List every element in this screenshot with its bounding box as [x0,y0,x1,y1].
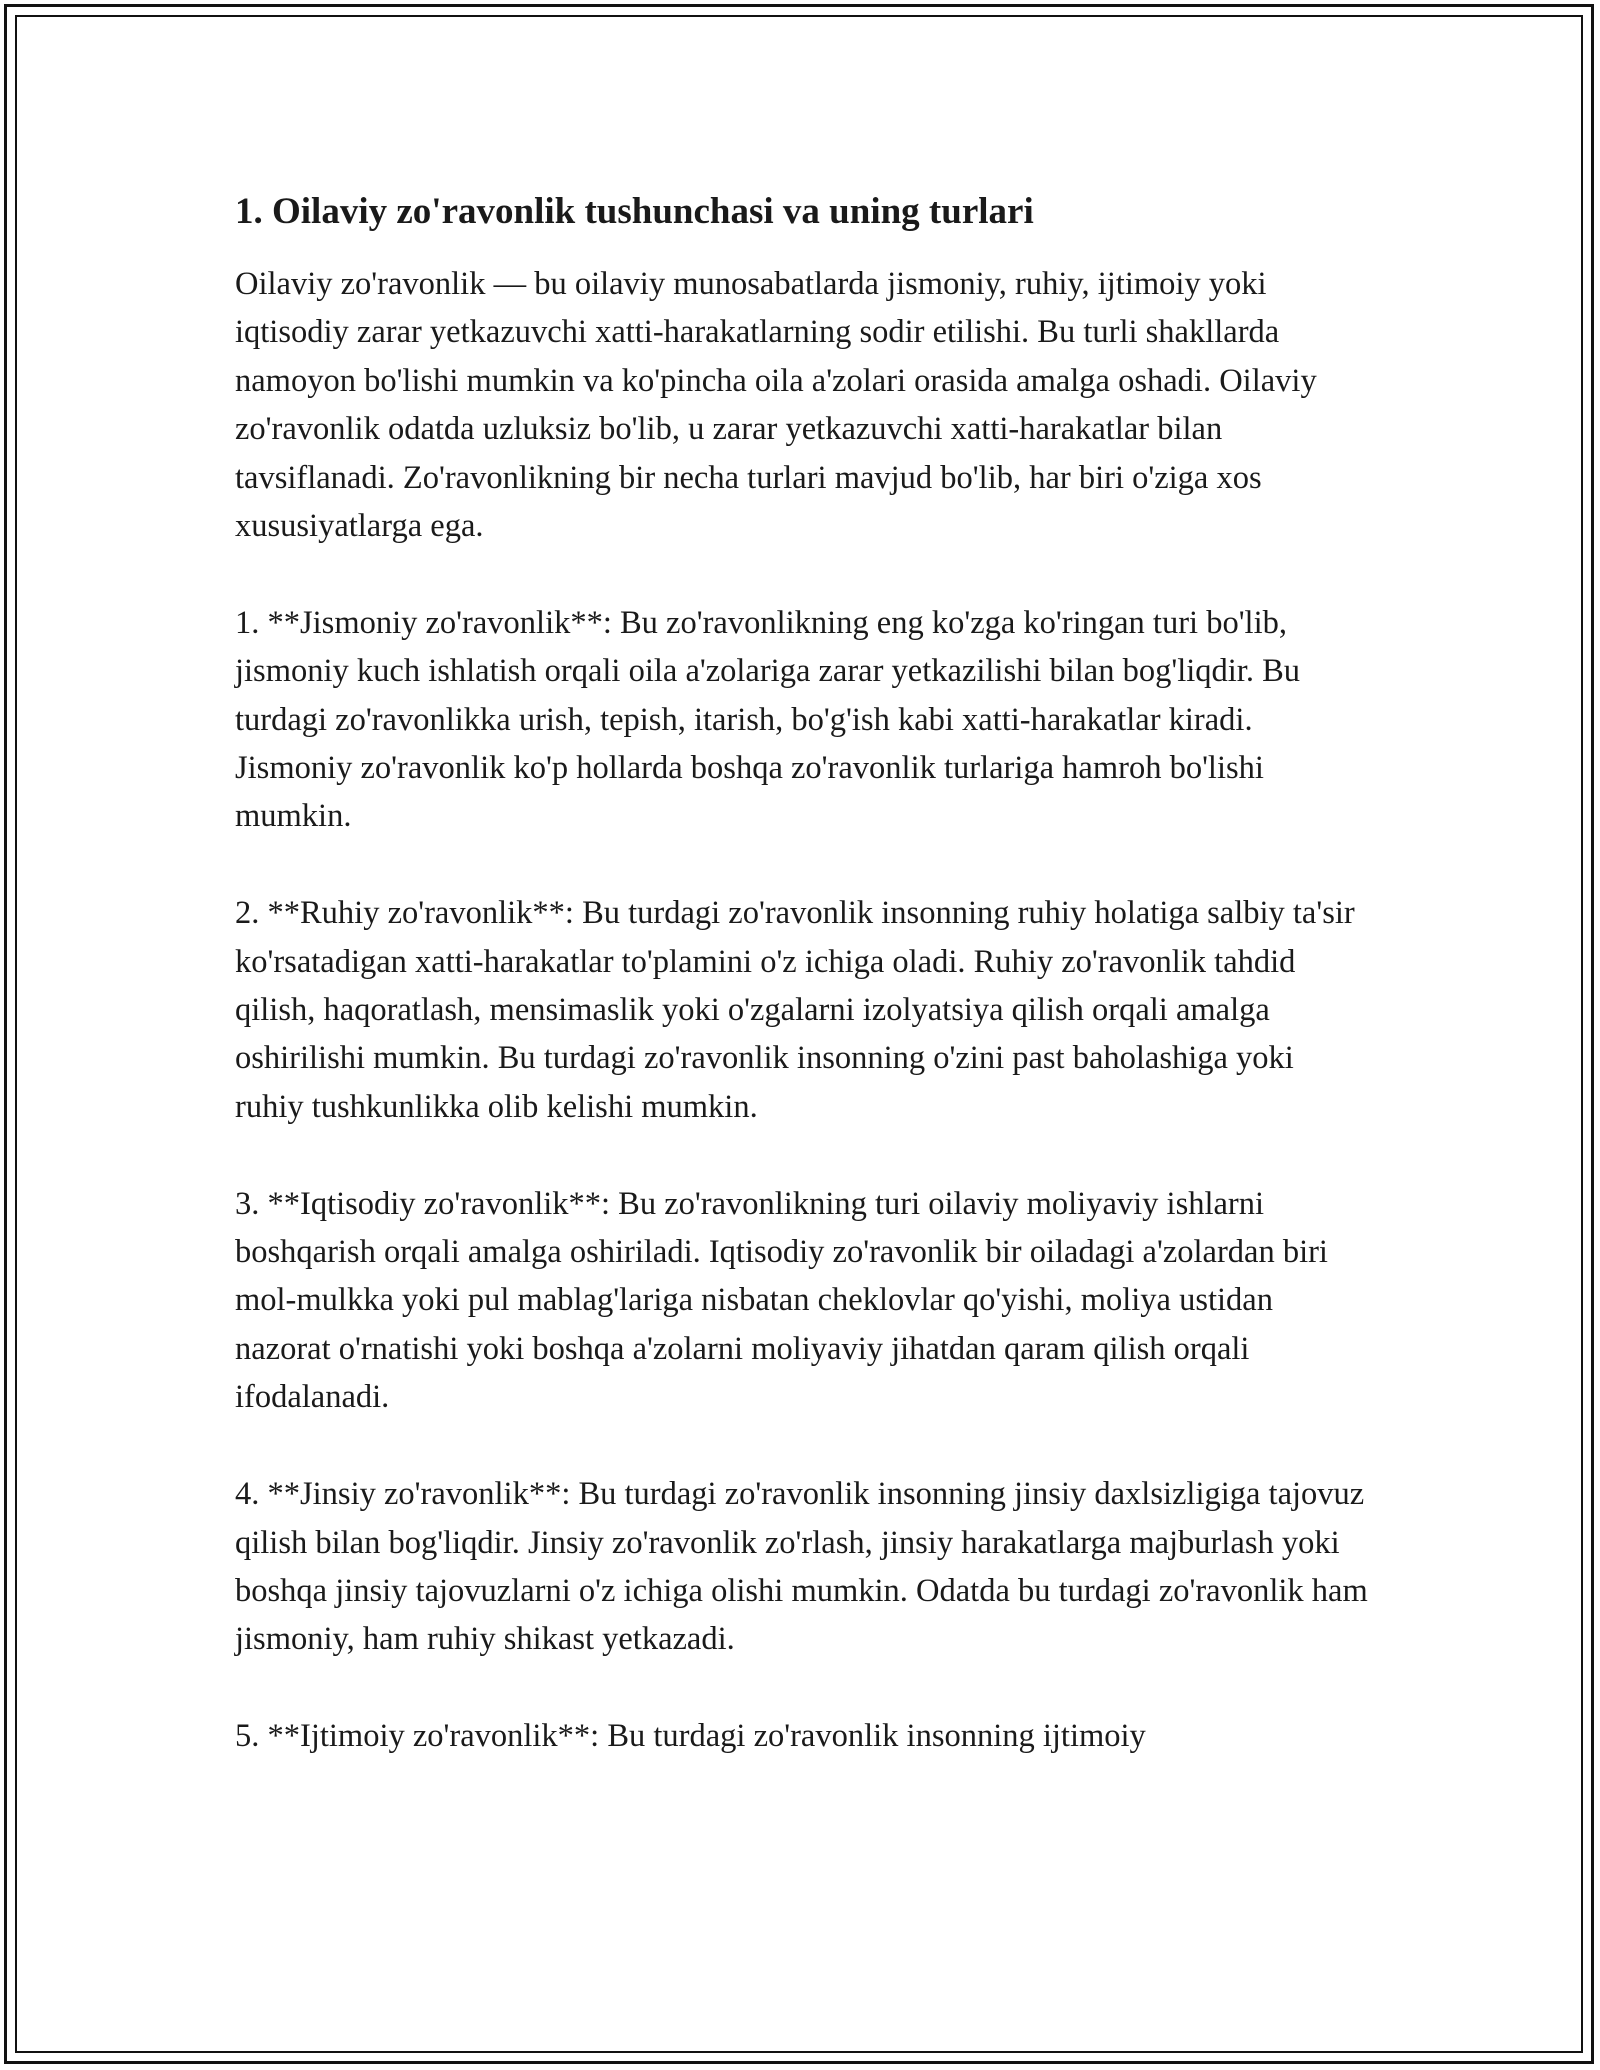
document-body [235,188,1370,1809]
section-heading: 1. Oilaviy zo'ravonlik tushunchasi va uning turlari [235,191,1034,232]
intro-paragraph: Oilaviy zo'ravonlik — bu oilaviy munosabatlarda jismoniy, ruhiy, ijtimoiy yoki iqtisodiy zarar yetkazuvchi xatti-harakatlarning sodir etilishi. Bu turli shakllarda namoyon bo'lishi mumkin va ko'pincha oila a'zolari orasida amalga oshadi. Oilaviy zo'ravonlik odatda uzluksiz bo'lib, u zarar yetkazuvchi xatti-harakatlar bilan tavsiflanadi. Zo'ravonlikning bir necha turlari mavjud bo'lib, har biri o'ziga xos xususiyatlarga ega. [235,266,1317,545]
paragraph-sexual-violence: 4. **Jinsiy zo'ravonlik**: Bu turdagi zo'ravonlik insonning jinsiy daxlsizligiga tajovuz qilish bilan bog'liqdir. Jinsiy zo'ravonlik zo'rlash, jinsiy harakatlarga majburlash yoki boshqa jinsiy tajovuzlarni o'z ichiga olishi mumkin. Odatda bu turdagi zo'ravonlik ham jismoniy, ham ruhiy shikast yetkazadi. [235,1476,1368,1658]
paragraph-economic-violence: 3. **Iqtisodiy zo'ravonlik**: Bu zo'ravonlikning turi oilaviy moliyaviy ishlarni boshqarish orqali amalga oshiriladi. Iqtisodiy zo'ravonlik bir oiladagi a'zolardan biri mol-mulkka yoki pul mablag'lariga nisbatan cheklovlar qo'yishi, moliya ustidan nazorat o'rnatishi yoki boshqa a'zolarni moliyaviy jihatdan qaram qilish orqali ifodalanadi. [235,1185,1328,1416]
paragraph-physical-violence: 1. **Jismoniy zo'ravonlik**: Bu zo'ravonlikning eng ko'zga ko'ringan turi bo'lib, jismoniy kuch ishlatish orqali oila a'zolariga zarar yetkazilishi bilan bog'liqdir. Bu turdagi zo'ravonlikka urish, tepish, itarish, bo'g'ish kabi xatti-harakatlar kiradi. Jismoniy zo'ravonlik ko'p hollarda boshqa zo'ravonlik turlariga hamroh bo'lishi mumkin. [235,604,1301,835]
paragraph-social-violence: 5. **Ijtimoiy zo'ravonlik**: Bu turdagi zo'ravonlik insonning ijtimoiy [235,1718,1146,1755]
paragraph-psychological-violence: 2. **Ruhiy zo'ravonlik**: Bu turdagi zo'ravonlik insonning ruhiy holatiga salbiy ta'sir ko'rsatadigan xatti-harakatlar to'plamini o'z ichiga oladi. Ruhiy zo'ravonlik tahdid qilish, haqoratlash, mensimaslik yoki o'zgalarni izolyatsiya qilish orqali amalga oshirilishi mumkin. Bu turdagi zo'ravonlik insonning o'zini past baholashiga yoki ruhiy tushkunlikka olib kelishi mumkin. [235,895,1355,1125]
